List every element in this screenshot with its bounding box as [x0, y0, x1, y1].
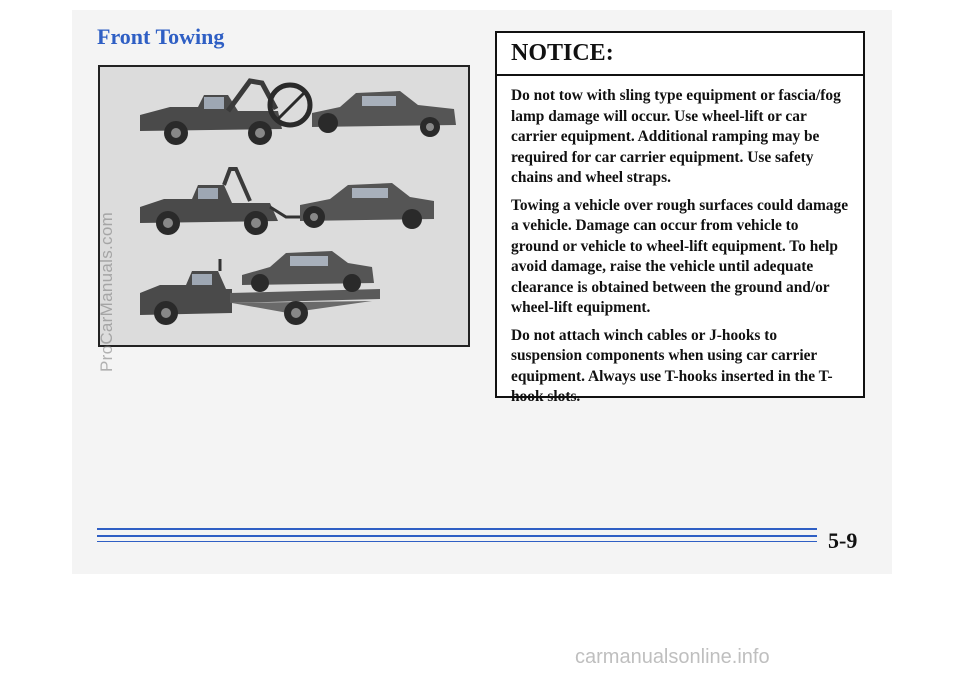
section-title: Front Towing: [97, 24, 225, 49]
notice-box: [495, 31, 865, 405]
notice-body: [497, 76, 863, 408]
footer-rule: [97, 541, 817, 542]
notice-paragraph: Do not attach winch cables or J-hooks to suspension components when using car carrier equipment. Always use T-hooks inserted in the T-hook slots.: [511, 326, 833, 405]
watermark: ProCarManuals.com: [97, 211, 116, 372]
notice-heading: NOTICE:: [497, 33, 863, 76]
footer-url: carmanualsonline.info: [575, 646, 770, 668]
towing-illustration: [98, 65, 470, 347]
notice-paragraph: Do not tow with sling type equipment or fascia/fog lamp damage will occur. Use wheel-lift or car carrier equipment. Additional ramping may be required for car carrier equipment. Use safety chains and wheel straps.: [511, 87, 841, 186]
page-number: 5-9: [828, 528, 858, 553]
footer-rule: [97, 528, 817, 530]
notice-paragraph: Towing a vehicle over rough surfaces could damage a vehicle. Damage can occur from vehicle to ground or vehicle to wheel-lift equipment. To help avoid damage, raise the vehicle until adequate clearance is obtained between the ground and/or wheel-lift equipment.: [511, 196, 849, 316]
footer-rule: [97, 535, 817, 537]
